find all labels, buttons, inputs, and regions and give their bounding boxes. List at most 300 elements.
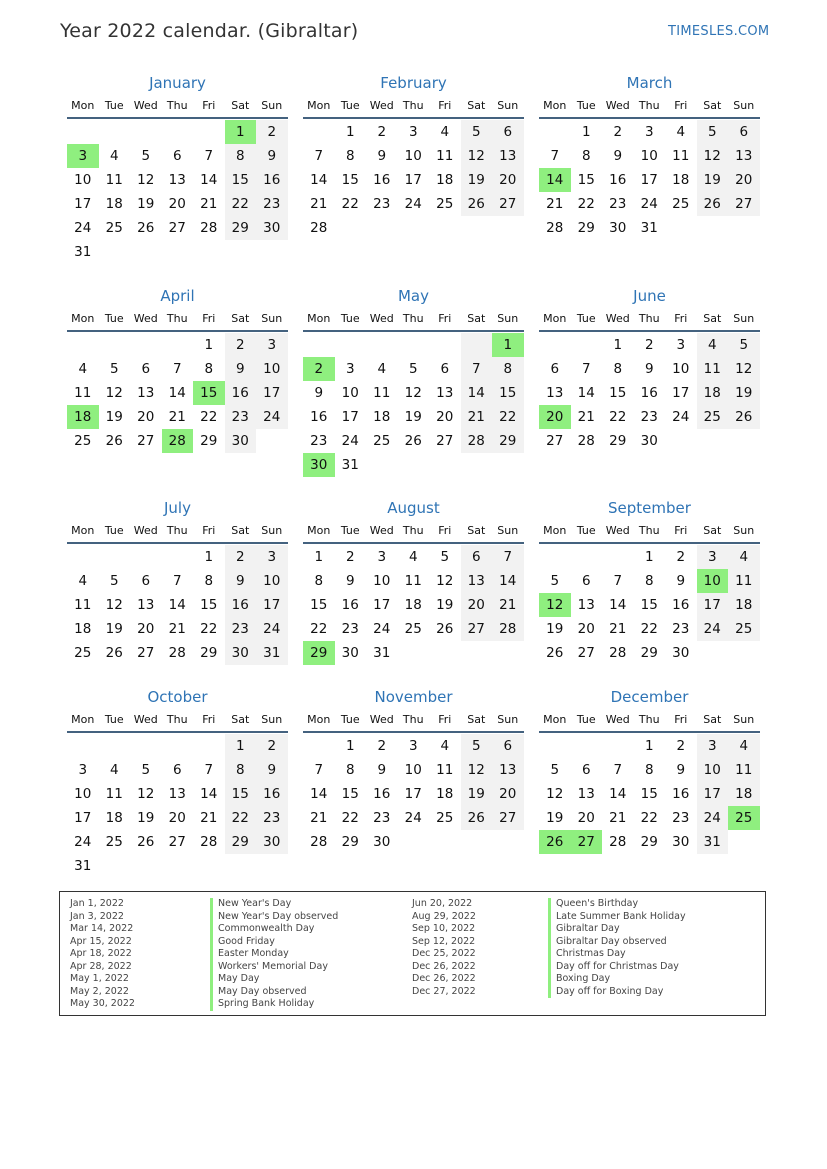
empty-day-cell [728, 429, 760, 453]
day-cell: 14 [577, 385, 595, 401]
day-cell: 17 [404, 786, 422, 802]
day-cell: 24 [672, 409, 690, 425]
empty-day-cell [728, 830, 760, 854]
day-cell: 10 [697, 569, 729, 593]
day-cell: 15 [225, 782, 257, 806]
week-row [303, 758, 524, 782]
day-cell: 29 [225, 830, 257, 854]
month-july [67, 497, 288, 665]
day-cell: 23 [672, 810, 690, 826]
day-cell: 20 [492, 168, 524, 192]
weekday-label: Wed [133, 312, 158, 325]
day-cell: 6 [492, 120, 524, 144]
weekday-label: Sat [703, 312, 722, 325]
month-november [303, 686, 524, 854]
weekday-header [67, 710, 288, 730]
day-cell: 29 [577, 220, 595, 236]
day-cell: 22 [609, 409, 627, 425]
day-cell: 14 [310, 786, 328, 802]
day-cell: 9 [613, 148, 623, 164]
week-row [67, 333, 288, 357]
weekday-label: Sat [703, 524, 722, 537]
day-cell: 4 [78, 361, 88, 377]
day-cell: 7 [314, 148, 324, 164]
empty-day-cell [162, 734, 194, 758]
site-name[interactable]: TIMESLES.COM [668, 24, 770, 39]
day-cell: 8 [644, 573, 654, 589]
month-title: January [149, 74, 206, 92]
day-cell: 27 [168, 220, 186, 236]
weekday-label: Tue [340, 99, 360, 112]
weekday-label: Tue [104, 312, 124, 325]
month-title: July [164, 499, 191, 517]
weekday-label: Fri [202, 99, 216, 112]
empty-day-cell [539, 120, 571, 144]
week-row [539, 758, 760, 782]
holiday-date: Dec 26, 2022 [412, 973, 476, 984]
holiday-name: May Day observed [210, 986, 338, 999]
holiday-date: Dec 25, 2022 [412, 948, 476, 959]
holiday-date: May 2, 2022 [70, 985, 129, 997]
day-cell: 27 [436, 433, 454, 449]
month-title: May [397, 287, 429, 305]
day-cell: 18 [67, 405, 99, 429]
week-row [67, 830, 288, 854]
weekday-header [303, 96, 524, 116]
month-october [67, 686, 288, 878]
week-row [303, 120, 524, 144]
weekday-label: Sat [231, 312, 250, 325]
day-cell: 19 [137, 810, 155, 826]
holiday-date: Apr 18, 2022 [70, 948, 132, 959]
day-cell: 23 [256, 806, 288, 830]
day-cell: 19 [546, 621, 564, 637]
week-row [67, 216, 288, 240]
day-cell: 26 [137, 834, 155, 850]
day-cell: 21 [310, 196, 328, 212]
empty-day-cell [492, 216, 524, 240]
day-cell: 19 [105, 409, 123, 425]
day-cell: 20 [728, 168, 760, 192]
day-cell: 1 [204, 549, 214, 565]
empty-day-cell [398, 830, 430, 854]
weekday-label: Wed [369, 99, 394, 112]
day-cell: 13 [461, 569, 493, 593]
day-cell: 14 [609, 597, 627, 613]
day-cell: 28 [200, 220, 218, 236]
empty-day-cell [366, 453, 398, 477]
day-cell: 6 [141, 361, 151, 377]
week-row [303, 593, 524, 617]
weekday-label: Mon [71, 99, 95, 112]
day-cell: 26 [461, 192, 493, 216]
weekday-label: Sat [467, 524, 486, 537]
day-cell: 21 [168, 409, 186, 425]
week-row [303, 782, 524, 806]
day-cell: 6 [728, 120, 760, 144]
day-cell: 1 [204, 337, 214, 353]
day-cell: 22 [640, 621, 658, 637]
weekday-label: Sat [467, 713, 486, 726]
day-cell: 1 [613, 337, 623, 353]
weekday-label: Thu [166, 99, 188, 112]
holiday-date: Apr 28, 2022 [70, 960, 132, 972]
day-cell: 28 [200, 834, 218, 850]
week-row [67, 405, 288, 429]
weekday-label: Wed [133, 99, 158, 112]
weekday-header [67, 309, 288, 329]
day-cell: 21 [200, 810, 218, 826]
weekday-label: Wed [369, 713, 394, 726]
weekday-label: Fri [438, 713, 452, 726]
weekday-label: Fri [674, 713, 688, 726]
day-cell: 25 [373, 433, 391, 449]
weekday-label: Thu [166, 312, 188, 325]
day-cell: 26 [461, 806, 493, 830]
day-cell: 12 [105, 385, 123, 401]
day-cell: 10 [74, 786, 92, 802]
week-row [539, 593, 760, 617]
empty-day-cell [492, 453, 524, 477]
week-row [539, 830, 760, 854]
day-cell: 18 [74, 621, 92, 637]
day-cell: 8 [225, 144, 257, 168]
day-cell: 4 [728, 734, 760, 758]
day-cell: 28 [546, 220, 564, 236]
day-cell: 20 [436, 409, 454, 425]
weekday-label: Fri [438, 524, 452, 537]
week-row [303, 429, 524, 453]
day-cell: 20 [137, 409, 155, 425]
day-cell: 11 [728, 569, 760, 593]
day-cell: 12 [404, 385, 422, 401]
holiday-date: Jan 3, 2022 [70, 910, 124, 922]
week-row [539, 806, 760, 830]
day-cell: 17 [697, 782, 729, 806]
holiday-date: Dec 26, 2022 [412, 960, 476, 972]
week-row [303, 545, 524, 569]
day-cell: 3 [67, 144, 99, 168]
day-cell: 5 [550, 573, 560, 589]
holiday-name: Spring Bank Holiday [210, 998, 338, 1011]
week-row [539, 333, 760, 357]
day-cell: 6 [172, 148, 182, 164]
weekday-header [67, 96, 288, 116]
weekday-label: Tue [576, 524, 596, 537]
empty-day-cell [398, 453, 430, 477]
week-row [539, 192, 760, 216]
day-cell: 28 [609, 645, 627, 661]
day-cell: 30 [672, 834, 690, 850]
day-cell: 14 [609, 786, 627, 802]
day-cell: 16 [373, 172, 391, 188]
holiday-name: Workers' Memorial Day [210, 961, 338, 974]
day-cell: 26 [697, 192, 729, 216]
day-cell: 13 [168, 786, 186, 802]
day-cell: 3 [256, 333, 288, 357]
day-cell: 18 [105, 810, 123, 826]
day-cell: 25 [436, 810, 454, 826]
week-row [303, 569, 524, 593]
day-cell: 29 [303, 641, 335, 665]
day-cell: 28 [492, 617, 524, 641]
day-cell: 20 [168, 196, 186, 212]
weekday-label: Thu [402, 312, 424, 325]
holiday-name: Queen's Birthday [548, 898, 686, 911]
day-cell: 1 [644, 738, 654, 754]
weekday-label: Sat [231, 713, 250, 726]
header-divider [539, 731, 760, 733]
day-cell: 12 [546, 786, 564, 802]
empty-day-cell [461, 216, 493, 240]
weekday-header [303, 309, 524, 329]
weekday-label: Tue [104, 713, 124, 726]
month-april [67, 285, 288, 453]
day-cell: 22 [200, 409, 218, 425]
day-cell: 19 [436, 597, 454, 613]
day-cell: 18 [105, 196, 123, 212]
weekday-label: Fri [202, 713, 216, 726]
holiday-date: Sep 10, 2022 [412, 923, 476, 934]
month-august [303, 497, 524, 665]
day-cell: 5 [408, 361, 418, 377]
header-divider [539, 330, 760, 332]
day-cell: 3 [345, 361, 355, 377]
day-cell: 8 [204, 573, 214, 589]
day-cell: 30 [303, 453, 335, 477]
day-cell: 5 [440, 549, 450, 565]
weekday-label: Tue [340, 312, 360, 325]
day-cell: 13 [492, 758, 524, 782]
day-cell: 24 [341, 433, 359, 449]
day-cell: 26 [404, 433, 422, 449]
week-row [303, 357, 524, 381]
day-cell: 4 [109, 148, 119, 164]
weekday-label: Sun [733, 99, 755, 112]
day-cell: 29 [200, 433, 218, 449]
weekday-label: Fri [674, 524, 688, 537]
header-divider [303, 117, 524, 119]
day-cell: 30 [609, 220, 627, 236]
day-cell: 15 [341, 172, 359, 188]
weekday-label: Tue [576, 99, 596, 112]
empty-day-cell [67, 545, 99, 569]
day-cell: 16 [341, 597, 359, 613]
holiday-date: Dec 27, 2022 [412, 985, 476, 997]
weekday-label: Thu [402, 713, 424, 726]
day-cell: 25 [74, 433, 92, 449]
weekday-label: Sat [231, 524, 250, 537]
day-cell: 24 [697, 617, 729, 641]
day-cell: 26 [539, 830, 571, 854]
weekday-label: Sun [497, 99, 519, 112]
day-cell: 23 [225, 617, 257, 641]
weekday-header [303, 710, 524, 730]
day-cell: 8 [345, 762, 355, 778]
day-cell: 20 [168, 810, 186, 826]
day-cell: 9 [225, 357, 257, 381]
day-cell: 8 [613, 361, 623, 377]
week-row [539, 545, 760, 569]
day-cell: 5 [141, 762, 151, 778]
day-cell: 30 [256, 830, 288, 854]
week-row [539, 357, 760, 381]
month-title: October [147, 688, 208, 706]
day-cell: 26 [105, 433, 123, 449]
empty-day-cell [303, 734, 335, 758]
day-cell: 27 [728, 192, 760, 216]
day-cell: 13 [577, 597, 595, 613]
day-cell: 23 [310, 433, 328, 449]
holiday-name: Day off for Boxing Day [548, 986, 686, 999]
empty-day-cell [162, 854, 194, 878]
day-cell: 18 [404, 597, 422, 613]
holiday-dates-column-2 [412, 898, 476, 998]
day-cell: 22 [310, 621, 328, 637]
day-cell: 4 [377, 361, 387, 377]
weekday-label: Wed [133, 713, 158, 726]
weekday-label: Mon [307, 99, 331, 112]
day-cell: 18 [436, 172, 454, 188]
empty-day-cell [697, 641, 729, 665]
weekday-label: Sun [261, 312, 283, 325]
empty-day-cell [99, 545, 131, 569]
day-cell: 7 [492, 545, 524, 569]
empty-day-cell [398, 216, 430, 240]
day-cell: 2 [225, 333, 257, 357]
holiday-name: New Year's Day [210, 898, 338, 911]
day-cell: 6 [440, 361, 450, 377]
day-cell: 21 [546, 196, 564, 212]
day-cell: 3 [697, 734, 729, 758]
day-cell: 10 [373, 573, 391, 589]
weekday-label: Tue [104, 524, 124, 537]
day-cell: 11 [74, 385, 92, 401]
empty-day-cell [303, 120, 335, 144]
week-row [67, 854, 288, 878]
week-row [303, 734, 524, 758]
day-cell: 29 [225, 216, 257, 240]
weekday-label: Wed [605, 312, 630, 325]
holiday-date: Jun 20, 2022 [412, 898, 473, 909]
day-cell: 9 [676, 573, 686, 589]
day-cell: 19 [697, 168, 729, 192]
weekday-label: Fri [202, 312, 216, 325]
empty-day-cell [256, 240, 288, 264]
empty-day-cell [665, 429, 697, 453]
day-cell: 23 [341, 621, 359, 637]
empty-day-cell [193, 854, 225, 878]
day-cell: 8 [492, 357, 524, 381]
month-january [67, 72, 288, 264]
day-cell: 21 [461, 405, 493, 429]
day-cell: 14 [168, 385, 186, 401]
day-cell: 6 [141, 573, 151, 589]
day-cell: 20 [539, 405, 571, 429]
day-cell: 2 [345, 549, 355, 565]
holiday-name: Boxing Day [548, 973, 686, 986]
holiday-date: May 30, 2022 [70, 998, 135, 1009]
week-row [67, 758, 288, 782]
month-march [539, 72, 760, 240]
weekday-label: Mon [543, 524, 567, 537]
empty-day-cell [130, 545, 162, 569]
week-row [303, 381, 524, 405]
day-cell: 9 [345, 573, 355, 589]
empty-day-cell [492, 641, 524, 665]
weekday-label: Sat [703, 713, 722, 726]
day-cell: 24 [74, 834, 92, 850]
day-cell: 5 [728, 333, 760, 357]
day-cell: 25 [105, 220, 123, 236]
day-cell: 21 [577, 409, 595, 425]
weekday-header [539, 710, 760, 730]
day-cell: 3 [408, 738, 418, 754]
day-cell: 13 [137, 385, 155, 401]
day-cell: 25 [404, 621, 422, 637]
day-cell: 18 [373, 409, 391, 425]
day-cell: 15 [341, 786, 359, 802]
day-cell: 26 [546, 645, 564, 661]
weekday-label: Tue [340, 524, 360, 537]
empty-day-cell [429, 333, 461, 357]
day-cell: 31 [697, 830, 729, 854]
week-row [67, 641, 288, 665]
day-cell: 17 [341, 409, 359, 425]
day-cell: 22 [341, 196, 359, 212]
day-cell: 10 [74, 172, 92, 188]
empty-day-cell [461, 641, 493, 665]
holiday-name: Good Friday [210, 936, 338, 949]
holiday-date: Jan 1, 2022 [70, 898, 124, 909]
day-cell: 8 [345, 148, 355, 164]
empty-day-cell [429, 453, 461, 477]
day-cell: 16 [225, 593, 257, 617]
empty-day-cell [162, 120, 194, 144]
empty-day-cell [162, 545, 194, 569]
empty-day-cell [461, 453, 493, 477]
day-cell: 24 [640, 196, 658, 212]
day-cell: 8 [204, 361, 214, 377]
day-cell: 2 [225, 545, 257, 569]
day-cell: 19 [546, 810, 564, 826]
week-row [539, 429, 760, 453]
month-title: June [633, 287, 666, 305]
holiday-list [59, 891, 766, 1016]
day-cell: 13 [137, 597, 155, 613]
day-cell: 21 [609, 621, 627, 637]
holiday-names-column-2 [548, 898, 686, 998]
day-cell: 27 [492, 806, 524, 830]
day-cell: 10 [640, 148, 658, 164]
empty-day-cell [429, 830, 461, 854]
month-december [539, 686, 760, 854]
weekday-label: Sat [703, 99, 722, 112]
page-title: Year 2022 calendar. (Gibraltar) [60, 20, 359, 42]
weekday-label: Sun [733, 713, 755, 726]
day-cell: 7 [613, 762, 623, 778]
day-cell: 3 [78, 762, 88, 778]
empty-day-cell [193, 240, 225, 264]
day-cell: 5 [461, 120, 493, 144]
empty-day-cell [225, 854, 257, 878]
holiday-names-column-1 [210, 898, 338, 1011]
holiday-date: May 1, 2022 [70, 973, 129, 984]
week-row [539, 168, 760, 192]
day-cell: 2 [377, 738, 387, 754]
day-cell: 7 [204, 762, 214, 778]
weekday-header [539, 521, 760, 541]
